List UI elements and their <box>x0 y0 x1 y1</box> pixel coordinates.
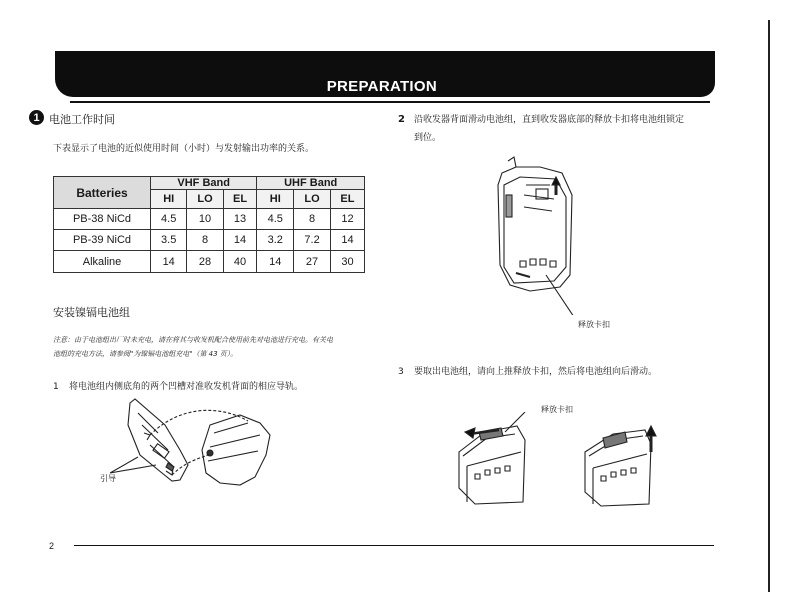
section-number-badge: 1 <box>29 110 44 125</box>
table-cell: 14 <box>223 230 257 251</box>
table-cell: 14 <box>151 251 187 273</box>
col-vhf-band: VHF Band <box>151 177 257 190</box>
page-title: PREPARATION <box>326 78 437 95</box>
col-batteries: Batteries <box>54 177 151 209</box>
table-cell: 27 <box>294 251 331 273</box>
sub-header: EL <box>330 190 364 209</box>
release-latch-label: 释放卡扣 <box>541 405 573 414</box>
header-banner <box>55 51 715 97</box>
note-line: 注意：由于电池组出厂时未充电，请在将其与收发机配合使用前先对电池进行充电。有关电 <box>53 336 333 344</box>
page-edge-rule <box>768 20 770 592</box>
charging-note <box>53 333 371 361</box>
table-cell: 14 <box>330 230 364 251</box>
install-section-title: 安装镍镉电池组 <box>53 306 130 319</box>
table-cell: 12 <box>330 209 364 230</box>
section-title: 电池工作时间 <box>49 113 115 126</box>
sub-header: HI <box>257 190 294 209</box>
table-cell: 40 <box>223 251 257 273</box>
battery-name: Alkaline <box>54 251 151 273</box>
table-cell: 4.5 <box>257 209 294 230</box>
step-number: 2 <box>398 114 405 125</box>
table-cell: 7.2 <box>294 230 331 251</box>
note-line: 池组的充电方法，请参阅"为镍镉电池组充电"（第 43 页）。 <box>53 350 238 358</box>
table-cell: 30 <box>330 251 364 273</box>
step-number: 1 <box>53 382 59 392</box>
step-2 <box>398 111 718 147</box>
table-row <box>54 251 365 273</box>
table-cell: 8 <box>294 209 331 230</box>
sub-header: HI <box>151 190 187 209</box>
sub-header: LO <box>294 190 331 209</box>
battery-alignment-illustration <box>110 395 280 490</box>
battery-name: PB-38 NiCd <box>54 209 151 230</box>
table-cell: 10 <box>187 209 223 230</box>
table-cell: 4.5 <box>151 209 187 230</box>
release-latch-label: 释放卡扣 <box>578 320 610 329</box>
footer-rule <box>74 545 714 546</box>
guide-label: 引导 <box>100 474 116 483</box>
header-underline <box>70 101 710 103</box>
sub-header: LO <box>187 190 223 209</box>
step-text: 将电池组内侧底角的两个凹槽对准收发机背面的相应导轨。 <box>69 382 304 392</box>
table-cell: 28 <box>187 251 223 273</box>
table-row <box>54 209 365 230</box>
battery-slide-illustration <box>490 155 580 315</box>
col-uhf-band: UHF Band <box>257 177 365 190</box>
table-row <box>54 230 365 251</box>
battery-name: PB-39 NiCd <box>54 230 151 251</box>
table-cell: 3.5 <box>151 230 187 251</box>
battery-removal-illustration <box>445 412 675 510</box>
battery-time-table <box>53 176 365 273</box>
table-cell: 13 <box>223 209 257 230</box>
sub-header: EL <box>223 190 257 209</box>
step-text: 要取出电池组，请向上推释放卡扣，然后将电池组向后滑动。 <box>414 367 658 377</box>
table-cell: 14 <box>257 251 294 273</box>
step-1 <box>53 379 303 392</box>
page-number: 2 <box>49 541 55 551</box>
step-number: 3 <box>398 367 404 377</box>
table-cell: 8 <box>187 230 223 251</box>
section-intro: 下表显示了电池的近似使用时间（小时）与发射输出功率的关系。 <box>53 144 315 154</box>
table-cell: 3.2 <box>257 230 294 251</box>
step-text-continued: 到位。 <box>414 133 442 143</box>
step-3 <box>398 364 657 377</box>
step-text: 沿收发器背面滑动电池组，直到收发器底部的释放卡扣将电池组锁定 <box>414 115 685 125</box>
